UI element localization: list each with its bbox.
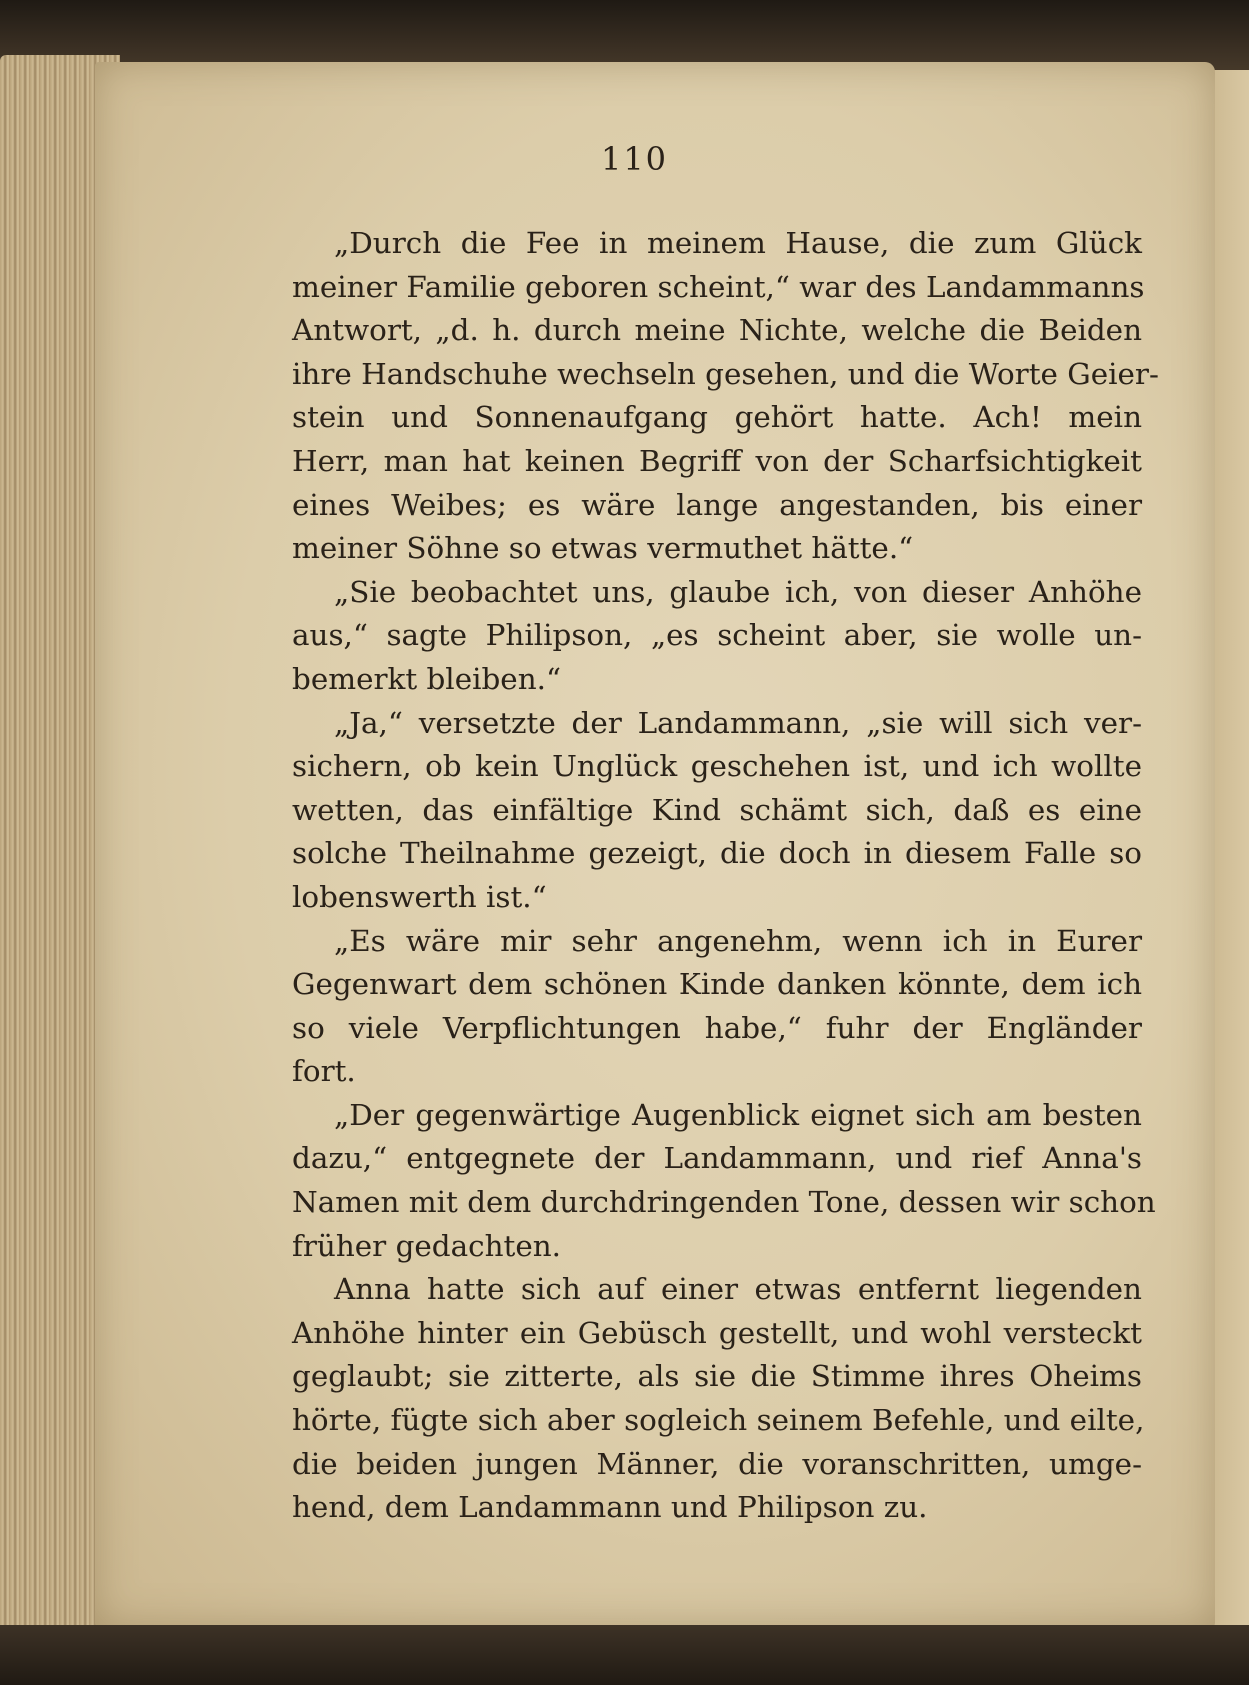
text-line: die beiden jungen Männer, die voranschritten, umge-	[292, 1446, 1142, 1481]
text-line: eines Weibes; es wäre lange angestanden, bis einer	[292, 487, 1142, 522]
text-line: so viele Verpflichtungen habe,“ fuhr der Engländer	[292, 1010, 1142, 1045]
text-line: dazu,“ entgegnete der Landammann, und rief Anna's	[292, 1141, 1142, 1176]
paragraph	[292, 1094, 1156, 1268]
page-body-text	[292, 222, 1159, 1530]
text-line: „Der gegenwärtige Augenblick eignet sich am besten	[334, 1097, 1142, 1132]
text-line: „Es wäre mir sehr angenehm, wenn ich in Eurer	[334, 923, 1142, 958]
text-line: geglaubt; sie zitterte, als sie die Stimme ihres Oheims	[292, 1359, 1142, 1394]
text-line: hend, dem Landammann und Philipson zu.	[292, 1490, 928, 1525]
text-line: Gegenwart dem schönen Kinde danken könnte, dem ich	[292, 967, 1142, 1002]
text-line: bemerkt bleiben.“	[292, 661, 561, 696]
text-line: Anhöhe hinter ein Gebüsch gestellt, und wohl versteckt	[292, 1315, 1142, 1350]
text-line: Herr, man hat keinen Begriff von der Scharfsichtigkeit	[292, 443, 1142, 478]
text-line: „Sie beobachtet uns, glaube ich, von dieser Anhöhe	[334, 574, 1142, 609]
text-line: „Durch die Fee in meinem Hause, die zum Glück	[334, 226, 1142, 260]
paragraph	[292, 920, 1142, 1094]
text-line: stein und Sonnenaufgang gehört hatte. Ach! mein	[292, 400, 1142, 435]
paragraph	[292, 1268, 1145, 1530]
text-line: Anna hatte sich auf einer etwas entfernt liegenden	[334, 1272, 1142, 1307]
text-line: früher gedachten.	[292, 1228, 561, 1263]
text-line: meiner Familie geboren scheint,“ war des Landammanns	[292, 269, 1145, 304]
paragraph	[292, 702, 1142, 920]
text-line: wetten, das einfältige Kind schämt sich, daß es eine	[292, 792, 1142, 827]
text-line: hörte, fügte sich aber sogleich seinem Befehle, und eilte,	[292, 1403, 1145, 1438]
text-line: meiner Söhne so etwas vermuthet hätte.“	[292, 531, 914, 566]
book-cover-bottom	[0, 1625, 1249, 1685]
text-line: ihre Handschuhe wechseln gesehen, und die Worte Geier-	[292, 356, 1159, 391]
text-line: fort.	[292, 1054, 356, 1089]
paragraph	[292, 222, 1159, 571]
text-line: sichern, ob kein Unglück geschehen ist, und ich wollte	[292, 749, 1142, 784]
text-line: solche Theilnahme gezeigt, die doch in diesem Falle so	[292, 836, 1142, 871]
page-number: 110	[600, 140, 669, 178]
paragraph	[292, 571, 1142, 702]
text-line: „Ja,“ versetzte der Landammann, „sie will sich ver-	[334, 705, 1142, 740]
text-line: Namen mit dem durchdringenden Tone, dessen wir schon	[292, 1185, 1156, 1220]
text-line: lobenswerth ist.“	[292, 879, 547, 914]
text-line: Antwort, „d. h. durch meine Nichte, welche die Beiden	[292, 313, 1142, 348]
text-line: aus,“ sagte Philipson, „es scheint aber, sie wolle un-	[292, 618, 1142, 653]
